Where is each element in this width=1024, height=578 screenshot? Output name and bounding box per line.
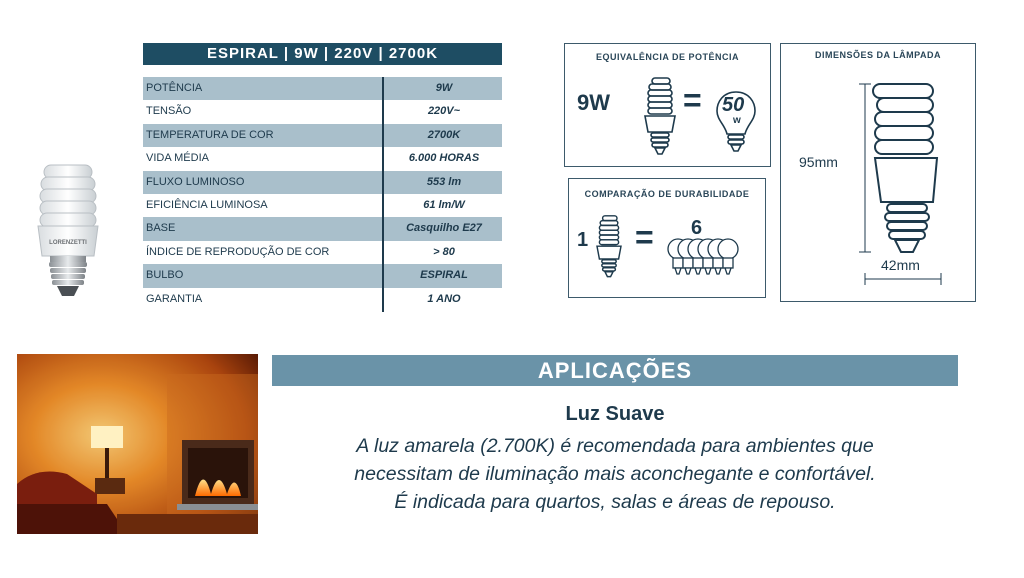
description-line: É indicada para quartos, salas e áreas de repouso.	[394, 491, 836, 513]
spec-label: BASE	[146, 222, 176, 235]
spec-label: VIDA MÉDIA	[146, 152, 209, 165]
spec-label: POTÊNCIA	[146, 82, 203, 94]
description-line: necessitam de iluminação mais aconchegante e confortável.	[354, 463, 876, 485]
spec-label: ÍNDICE DE REPRODUÇÃO DE COR	[146, 245, 330, 258]
spec-row	[143, 124, 502, 147]
durability-right-value: 6	[691, 217, 703, 239]
spec-value: 220V~	[427, 105, 461, 118]
incandescent-bulbs-icon	[667, 237, 743, 287]
applications-header: APLICAÇÕES	[272, 355, 958, 386]
spec-row	[143, 241, 502, 264]
dimension-height: 95mm	[799, 154, 838, 170]
dimensions-box	[780, 43, 976, 302]
spec-table	[143, 77, 502, 311]
spec-label: EFICIÊNCIA LUMINOSA	[146, 198, 268, 211]
dimension-width: 42mm	[881, 257, 920, 273]
cfl-bulb-icon	[640, 76, 680, 158]
spec-value: 61 lm/W	[423, 198, 465, 211]
product-photo	[30, 160, 105, 300]
spec-label: GARANTIA	[146, 292, 203, 305]
durability-left-value: 1	[577, 229, 589, 251]
spec-header: ESPIRAL | 9W | 220V | 2700K	[143, 43, 502, 65]
spec-row	[143, 194, 502, 217]
spec-value: Casquilho E27	[406, 222, 482, 235]
spec-row	[143, 171, 502, 194]
spec-row	[143, 100, 502, 123]
spec-label: TENSÃO	[146, 105, 192, 118]
equivalence-title: EQUIVALÊNCIA DE POTÊNCIA	[595, 52, 739, 62]
durability-equals: =	[635, 219, 654, 255]
spec-row	[143, 264, 502, 287]
equivalence-box	[564, 43, 771, 167]
spec-label: BULBO	[146, 269, 184, 282]
equivalence-right-value: 50	[722, 94, 745, 116]
equivalence-equals: =	[683, 82, 702, 118]
spec-value: 1 ANO	[427, 292, 461, 305]
spec-row	[143, 217, 502, 240]
durability-box	[568, 178, 766, 298]
spec-row	[143, 77, 502, 100]
description-line: A luz amarela (2.700K) é recomendada para ambientes que	[356, 435, 874, 457]
cfl-bulb-icon	[593, 209, 625, 285]
spec-value: 553 lm	[426, 175, 462, 188]
spec-divider	[382, 77, 384, 312]
spec-value: 2700K	[427, 128, 461, 141]
dimensions-title: DIMENSÕES DA LÂMPADA	[814, 50, 941, 60]
product-brand: LORENZETTI	[49, 240, 87, 246]
spec-label: FLUXO LUMINOSO	[146, 175, 245, 188]
spec-value: 9W	[435, 82, 453, 94]
living-room-photo	[17, 354, 258, 534]
spec-row	[143, 288, 502, 311]
spec-label: TEMPERATURA DE COR	[146, 128, 274, 141]
equivalence-right-unit: w	[733, 115, 741, 126]
applications-description	[272, 432, 958, 516]
spec-value: ESPIRAL	[420, 269, 468, 282]
durability-title: COMPARAÇÃO DE DURABILIDADE	[584, 189, 750, 199]
spec-value: > 80	[433, 245, 455, 258]
equivalence-left-value: 9W	[577, 90, 610, 115]
applications-title: Luz Suave	[565, 403, 665, 425]
spec-row	[143, 147, 502, 170]
spec-value: 6.000 HORAS	[408, 152, 480, 165]
